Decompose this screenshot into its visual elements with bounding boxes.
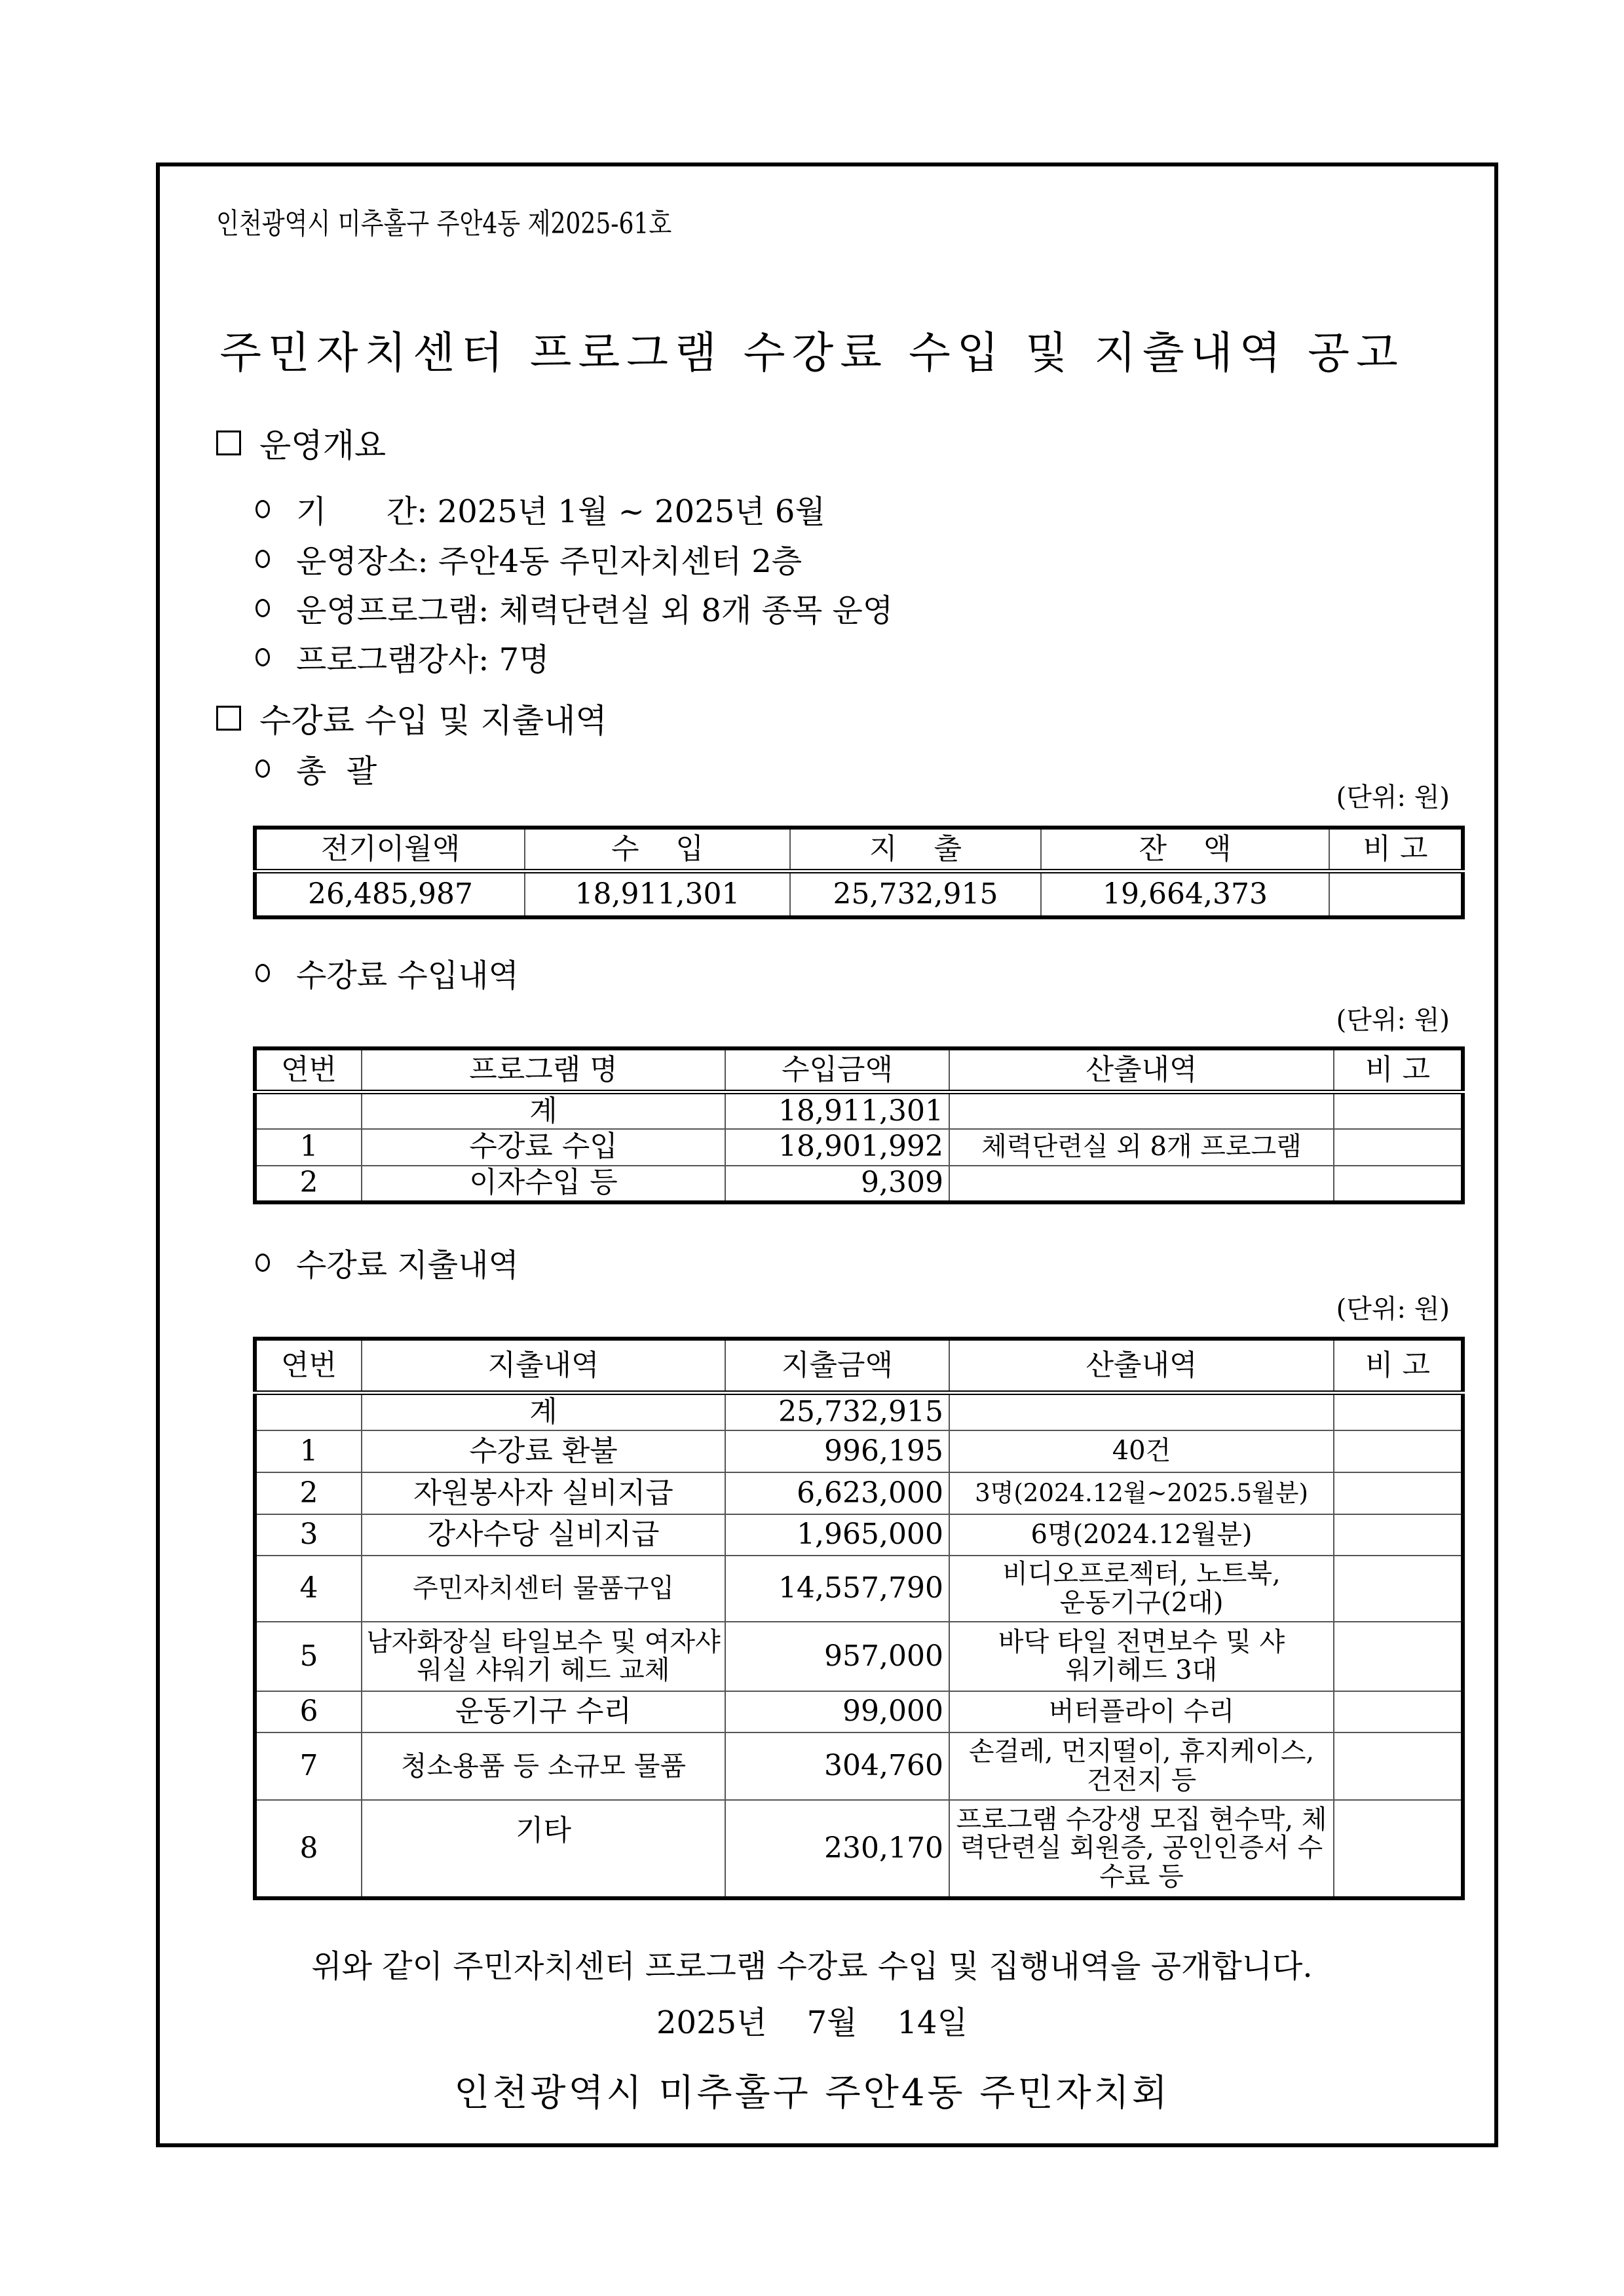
row-name: 수강료 수입 [362,1129,725,1166]
circle-bullet-icon [255,1253,270,1272]
table-row [255,1129,1463,1166]
row-amount: 1,965,000 [725,1514,949,1556]
section-heading: 운영개요 [259,427,387,465]
document-number: 인천광역시 미추홀구 주안4동 제2025-61호 [216,207,672,240]
income-table [253,1046,1465,1204]
row-amount: 6,623,000 [725,1472,949,1514]
row-name: 자원봉사자 실비지급 [362,1472,725,1514]
table-row [255,1430,1463,1472]
subheading-income [255,950,519,995]
table-row [255,871,1463,917]
column-header: 수 입 [525,828,790,871]
row-amount: 18,911,301 [725,1092,949,1129]
row-detail [949,1092,1334,1129]
circle-bullet-icon [255,500,270,518]
subheading-expense [255,1240,519,1285]
overview-text: 프로그램강사: 7명 [296,641,550,678]
table-row [255,1392,1463,1430]
column-header: 프로그램 명 [362,1048,725,1092]
square-bullet-icon [216,430,241,455]
unit-label: (단위: 원) [1336,1294,1450,1324]
column-header: 비 고 [1334,1339,1463,1392]
row-name: 기타 [362,1800,725,1898]
row-number: 3 [255,1514,362,1556]
circle-bullet-icon [255,599,270,617]
row-detail: 3명(2024.12월~2025.5월분) [949,1472,1334,1514]
column-header: 수입금액 [725,1048,949,1092]
table-row [255,1556,1463,1622]
overview-item-location [255,536,802,581]
row-note [1334,1556,1463,1622]
column-header: 연번 [255,1048,362,1092]
column-header: 지출내역 [362,1339,725,1392]
row-detail: 손걸레, 먼지떨이, 휴지케이스, 건전지 등 [949,1732,1334,1800]
column-header: 지출금액 [725,1339,949,1392]
row-amount: 18,901,992 [725,1129,949,1166]
row-number: 5 [255,1622,362,1691]
row-note [1334,1691,1463,1732]
issuer-signature: 인천광역시 미추홀구 주안4동 주민자치회 [454,2072,1170,2114]
circle-bullet-icon [255,550,270,568]
subheading-text: 총 괄 [296,753,377,790]
row-note [1334,1092,1463,1129]
income-value: 18,911,301 [525,871,790,917]
column-header: 비 고 [1334,1048,1463,1092]
row-detail: 프로그램 수강생 모집 현수막, 체력단련실 회원증, 공인인증서 수수료 등 [949,1800,1334,1898]
row-name: 계 [362,1392,725,1430]
row-amount: 25,732,915 [725,1392,949,1430]
row-note [1334,1392,1463,1430]
carryover-value: 26,485,987 [255,871,525,917]
overview-text: 운영장소: 주안4동 주민자치센터 2층 [296,543,803,580]
row-name: 운동기구 수리 [362,1691,725,1732]
table-row [255,1732,1463,1800]
column-header: 잔 액 [1041,828,1329,871]
balance-value: 19,664,373 [1041,871,1329,917]
row-detail [949,1392,1334,1430]
column-header: 비 고 [1329,828,1463,871]
row-number: 7 [255,1732,362,1800]
row-note [1334,1166,1463,1202]
column-header: 전기이월액 [255,828,525,871]
unit-label: (단위: 원) [1336,1005,1450,1035]
table-row [255,1691,1463,1732]
row-number: 8 [255,1800,362,1898]
section-heading: 수강료 수입 및 지출내역 [259,702,607,740]
subheading-text: 수강료 수입내역 [296,957,519,994]
row-number [255,1092,362,1129]
section-operation-overview [216,419,386,467]
row-note [1334,1622,1463,1691]
row-detail: 버터플라이 수리 [949,1691,1334,1732]
row-number: 6 [255,1691,362,1732]
row-number [255,1392,362,1430]
row-note [1334,1514,1463,1556]
row-detail: 40건 [949,1430,1334,1472]
row-note [1334,1732,1463,1800]
column-header: 연번 [255,1339,362,1392]
note-cell [1329,871,1463,917]
row-detail: 체력단련실 외 8개 프로그램 [949,1129,1334,1166]
circle-bullet-icon [255,648,270,666]
row-name: 청소용품 등 소규모 물품 [362,1732,725,1800]
table-row [255,1514,1463,1556]
subheading-summary [255,746,377,791]
page-title: 주민자치센터 프로그램 수강료 수입 및 지출내역 공고 [219,328,1405,378]
row-amount: 996,195 [725,1430,949,1472]
row-amount: 99,000 [725,1691,949,1732]
circle-bullet-icon [255,964,270,982]
row-name: 주민자치센터 물품구입 [362,1556,725,1622]
row-number: 1 [255,1430,362,1472]
row-name: 강사수당 실비지급 [362,1514,725,1556]
row-note [1334,1472,1463,1514]
section-income-expense [216,695,607,742]
row-detail: 비디오프로젝터, 노트북, 운동기구(2대) [949,1556,1334,1622]
table-row [255,1800,1463,1898]
column-header: 산출내역 [949,1339,1334,1392]
summary-table [253,826,1465,919]
row-amount: 14,557,790 [725,1556,949,1622]
square-bullet-icon [216,706,241,731]
row-note [1334,1430,1463,1472]
table-row [255,1092,1463,1129]
circle-bullet-icon [255,759,270,778]
announcement-date: 2025년 7월 14일 [656,2004,968,2041]
unit-label: (단위: 원) [1336,782,1450,813]
row-number: 2 [255,1166,362,1202]
row-number: 1 [255,1129,362,1166]
row-amount: 304,760 [725,1732,949,1800]
row-note [1334,1800,1463,1898]
column-header: 산출내역 [949,1048,1334,1092]
row-amount: 9,309 [725,1166,949,1202]
row-number: 2 [255,1472,362,1514]
subheading-text: 수강료 지출내역 [296,1247,519,1284]
row-amount: 230,170 [725,1800,949,1898]
row-name: 수강료 환불 [362,1430,725,1472]
overview-item-period [255,486,825,531]
expense-value: 25,732,915 [790,871,1041,917]
overview-item-instructors [255,634,550,679]
row-detail: 6명(2024.12월분) [949,1514,1334,1556]
row-name: 남자화장실 타일보수 및 여자샤워실 샤워기 헤드 교체 [362,1622,725,1691]
closing-statement: 위와 같이 주민자치센터 프로그램 수강료 수입 및 집행내역을 공개합니다. [311,1948,1313,1985]
table-row [255,1472,1463,1514]
table-row [255,1622,1463,1691]
column-header: 지 출 [790,828,1041,871]
overview-text: 운영프로그램: 체력단련실 외 8개 종목 운영 [296,592,894,629]
overview-text: 기 간: 2025년 1월 ~ 2025년 6월 [296,493,825,530]
overview-item-programs [255,585,893,630]
row-detail: 바닥 타일 전면보수 및 샤워기헤드 3대 [949,1622,1334,1691]
row-name: 계 [362,1092,725,1129]
row-detail [949,1166,1334,1202]
row-amount: 957,000 [725,1622,949,1691]
row-note [1334,1129,1463,1166]
row-number: 4 [255,1556,362,1622]
expense-table [253,1337,1465,1900]
table-row [255,1166,1463,1202]
row-name: 이자수입 등 [362,1166,725,1202]
